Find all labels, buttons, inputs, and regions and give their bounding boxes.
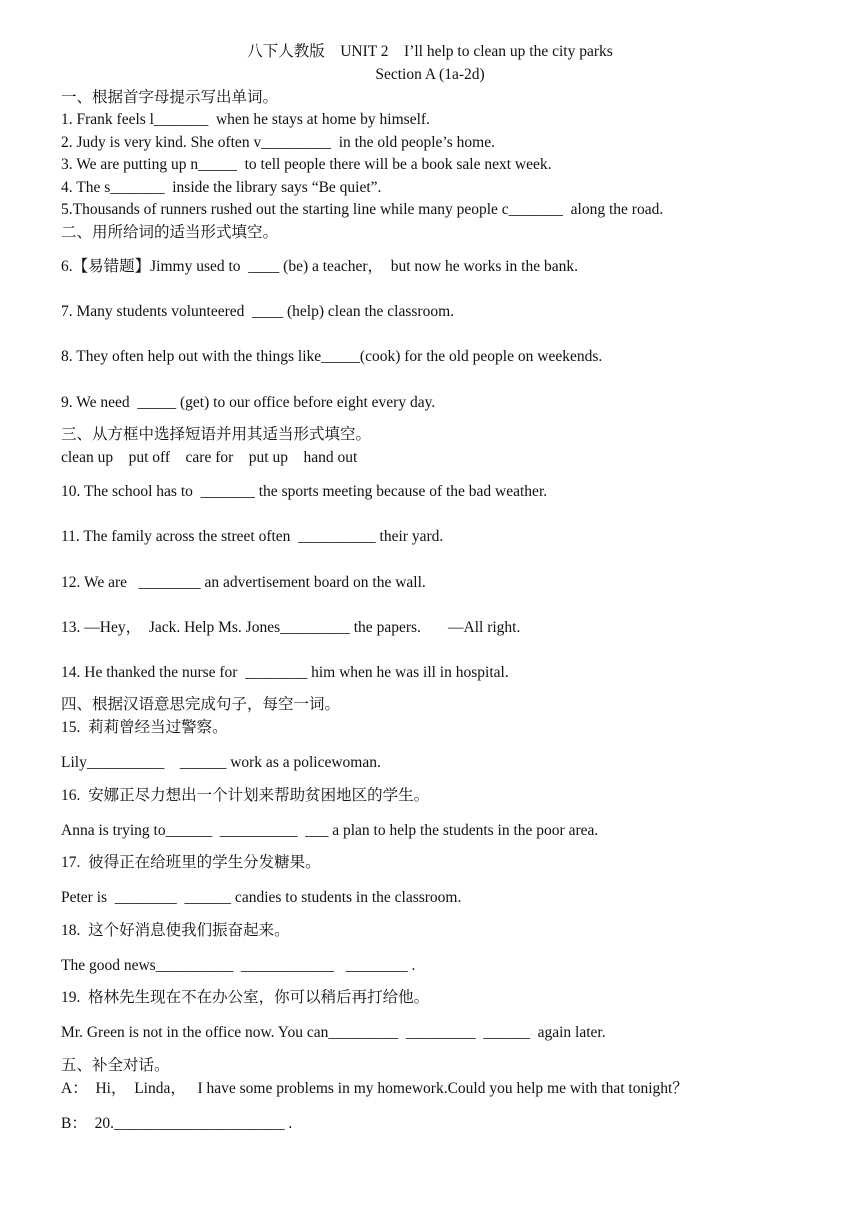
section-heading-5: 五、补全对话。 — [61, 1057, 170, 1074]
question-1: 1. Frank feels l_______ when he stays at home by himself. — [61, 111, 430, 128]
question-10: 10. The school has to _______ the sports meeting because of the bad weather. — [61, 483, 548, 500]
question-3: 3. We are putting up n_____ to tell people there will be a book sale next week. — [61, 156, 552, 173]
question-19-prompt: 19. 格林先生现在不在办公室，你可以稍后再打给他。 — [61, 989, 430, 1006]
dialogue-line-b: B： 20.______________________ . — [61, 1115, 293, 1132]
question-16-prompt: 16. 安娜正尽力想出一个计划来帮助贫困地区的学生。 — [61, 787, 430, 804]
question-19-answer: Mr. Green is not in the office now. You can_________ _________ ______ again later. — [61, 1024, 606, 1041]
question-11: 11. The family across the street often __________ their yard. — [61, 528, 444, 545]
question-8: 8. They often help out with the things like_____(cook) for the old people on weekends. — [61, 348, 603, 365]
question-18-prompt: 18. 这个好消息使我们振奋起来。 — [61, 922, 290, 939]
question-7: 7. Many students volunteered ____ (help) clean the classroom. — [61, 303, 454, 320]
question-17-prompt: 17. 彼得正在给班里的学生分发糖果。 — [61, 854, 321, 871]
question-13: 13. —Hey， Jack. Help Ms. Jones_________ the papers. —All right. — [61, 619, 521, 636]
question-12: 12. We are ________ an advertisement board on the wall. — [61, 574, 426, 591]
question-17-answer: Peter is ________ ______ candies to students in the classroom. — [61, 889, 462, 906]
phrase-box: clean up put off care for put up hand out — [61, 449, 358, 466]
question-16-answer: Anna is trying to______ __________ ___ a plan to help the students in the poor area. — [61, 822, 599, 839]
question-14: 14. He thanked the nurse for ________ him when he was ill in hospital. — [61, 664, 509, 681]
question-15-prompt: 15. 莉莉曾经当过警察。 — [61, 719, 228, 736]
section-heading-2: 二、用所给词的适当形式填空。 — [61, 224, 279, 241]
section-heading-1: 一、根据首字母提示写出单词。 — [61, 89, 279, 106]
question-15-answer: Lily__________ ______ work as a policewoman. — [61, 754, 381, 771]
page-subtitle: Section A (1a-2d) — [375, 66, 485, 83]
question-5: 5.Thousands of runners rushed out the starting line while many people c_______ along the road. — [61, 201, 664, 218]
dialogue-line-a: A： Hi， Linda， I have some problems in my homework.Could you help me with that tonight？ — [61, 1080, 688, 1097]
question-18-answer: The good news__________ ____________ ________ . — [61, 957, 416, 974]
section-heading-4: 四、根据汉语意思完成句子，每空一词。 — [61, 696, 341, 713]
question-2: 2. Judy is very kind. She often v_________ in the old people’s home. — [61, 134, 495, 151]
section-heading-3: 三、从方框中选择短语并用其适当形式填空。 — [61, 426, 372, 443]
page-title: 八下人教版 UNIT 2 I’ll help to clean up the city parks — [247, 43, 613, 60]
question-9: 9. We need _____ (get) to our office before eight every day. — [61, 394, 436, 411]
question-6: 6.【易错题】Jimmy used to ____ (be) a teacher， but now he works in the bank. — [61, 258, 579, 275]
question-4: 4. The s_______ inside the library says “Be quiet”. — [61, 179, 382, 196]
